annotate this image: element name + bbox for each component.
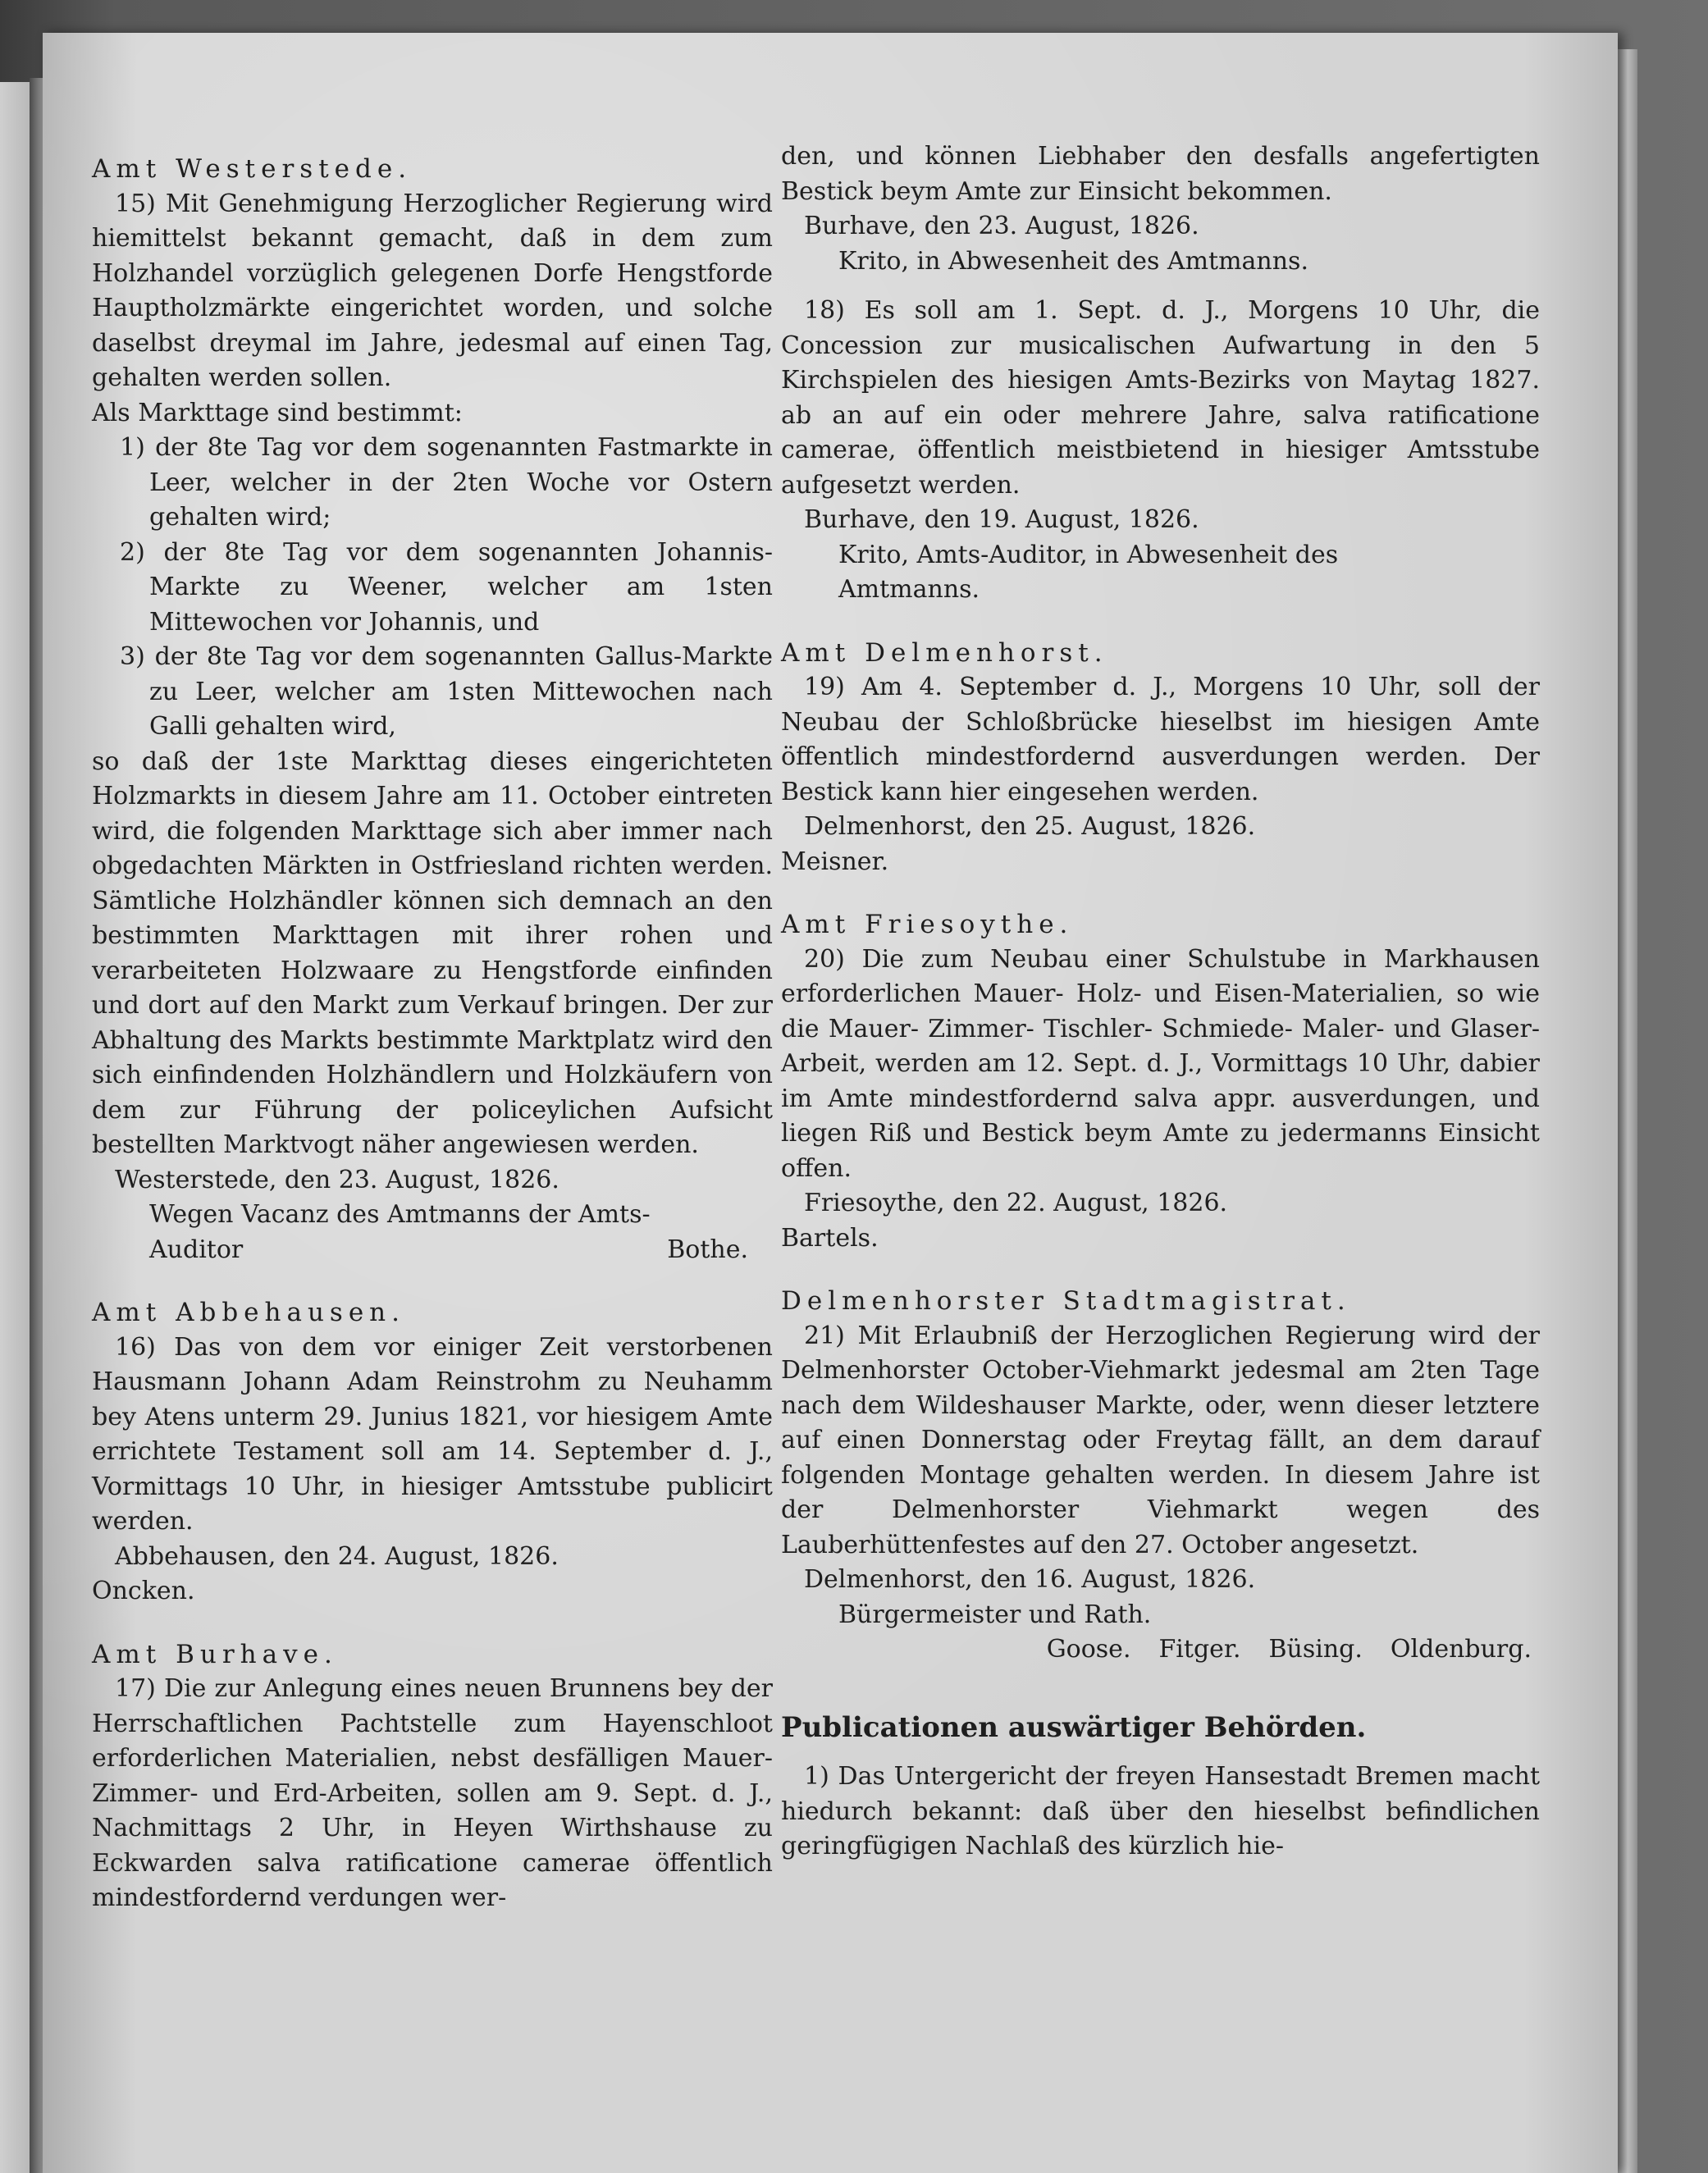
section-heading-stadtmagistrat: Delmenhorster Stadtmagistrat. <box>781 1286 1351 1316</box>
place-date-burhave-19: Burhave, den 19. August, 1826. <box>804 505 1199 534</box>
publication-1: 1) Das Untergericht der freyen Hansestadt Bremen macht hiedurch bekannt: daß über den hieselbst befindlichen geringfügigen Nachlaß des kürzlich hie- <box>781 1762 1540 1860</box>
notice-16: 16) Das von dem vor einiger Zeit verstorbenen Hausmann Johann Adam Reinstrohm zu Neuhamm bey Atens unterm 29. Junius 1821, vor hiesigem Amte errichtete Testament soll am 14. September d. J., Vormittags 10 Uhr, in hiesiger Amtsstube publicirt werden. <box>92 1332 773 1536</box>
signatories-row <box>781 1632 1540 1668</box>
notice-15-continuation: so daß der 1ste Markttag dieses eingerichteten Holzmarkts in diesem Jahre am 11. October eintreten wird, die folgenden Markttage sich aber immer nach obgedachten Märkten in Ostfriesland richten werden. Sämtliche Holzhändler können sich demnach an den bestimmten Markttagen mit ihrer rohen und verarbeiteten Holzwaare zu Hengstforde einfinden und dort auf den Markt zum Verkauf bringen. Der zur Abhaltung des Markts bestimmte Marktplatz wird den sich einfindenden Holzhändlern und Holzkäufern von dem zur Führung der policeylichen Aufsicht bestellten Marktvogt näher angewiesen werden. <box>92 746 773 1159</box>
signatory-goose: Goose. <box>1046 1635 1131 1664</box>
left-column <box>92 152 773 1916</box>
signature-row-westerstede <box>92 1233 773 1268</box>
signatory-fitger: Fitger. <box>1158 1635 1241 1664</box>
place-date-friesoythe: Friesoythe, den 22. August, 1826. <box>804 1189 1228 1217</box>
document-page <box>43 33 1618 2173</box>
spacer <box>781 279 1540 294</box>
signature-title-magistrat: Bürgermeister und Rath. <box>838 1600 1152 1629</box>
signature-krito-2-line1: Krito, Amts-Auditor, in Abwesenheit des <box>838 540 1339 569</box>
place-date-burhave-23: Burhave, den 23. August, 1826. <box>804 212 1199 240</box>
section-heading-westerstede: Amt Westerstede. <box>92 154 413 184</box>
signature-krito-1: Krito, in Abwesenheit des Amtmanns. <box>838 246 1308 276</box>
notice-18: 18) Es soll am 1. Sept. d. J., Morgens 10 Uhr, die Concession zur musicalischen Aufwartung in den 5 Kirchspielen des hiesigen Amts-Bezirks von Maytag 1827. ab an auf ein oder mehrere Jahre, salva ratificatione camerae, öffentlich meistbietend in hiesiger Amtsstube aufgesetzt werden. <box>781 296 1540 500</box>
spacer <box>781 879 1540 907</box>
adjacent-page-edge <box>0 82 30 2173</box>
section-heading-burhave: Amt Burhave. <box>92 1639 338 1669</box>
spacer <box>781 1668 1540 1696</box>
signatory-oldenburg: Oldenburg. <box>1390 1635 1532 1664</box>
spacer <box>92 1267 773 1295</box>
place-date-abbehausen: Abbehausen, den 24. August, 1826. <box>115 1541 559 1571</box>
signature-oncken: Oncken. <box>92 1577 195 1605</box>
market-days-intro: Als Markttage sind bestimmt: <box>92 398 463 427</box>
notice-21: 21) Mit Erlaubniß der Herzoglichen Regierung wird der Delmenhorster October-Viehmarkt jedesmal am 2ten Tage nach dem Wildeshauser Markte, oder, wenn dieser letztere auf einen Donnerstag oder Freytag fällt, an dem darauf folgenden Montage gehalten werden. In diesem Jahre ist der Delmenhorster Viehmarkt wegen des Lauberhüttenfestes auf den 27. October angesetzt. <box>781 1321 1540 1559</box>
page-stack-edge <box>1618 49 1637 2173</box>
place-date-delmenhorst-25: Delmenhorst, den 25. August, 1826. <box>804 812 1256 841</box>
market-day-item-2: 2) der 8te Tag vor dem sogenannten Johannis-Markte zu Weener, welcher am 1sten Mittewochen vor Johannis, und <box>120 537 773 637</box>
signature-bartels: Bartels. <box>781 1223 879 1253</box>
signature-meisner: Meisner. <box>781 847 889 876</box>
signature-role: Auditor <box>149 1235 244 1264</box>
notice-17-continuation: den, und können Liebhaber den desfalls angefertigten Bestick beym Amte zur Einsicht bekommen. <box>781 142 1540 206</box>
market-day-item-3: 3) der 8te Tag vor dem sogenannten Gallus-Markte zu Leer, welcher am 1sten Mittewochen nach Galli gehalten wird, <box>120 642 773 741</box>
spacer <box>781 608 1540 636</box>
spacer <box>92 1609 773 1637</box>
notice-19: 19) Am 4. September d. J., Morgens 10 Uhr, soll der Neubau der Schloßbrücke hieselbst im hiesigen Amte öffentlich mindestfordernd ausverdungen werden. Der Bestick kann hier eingesehen werden. <box>781 673 1540 806</box>
notice-20: 20) Die zum Neubau einer Schulstube in Markhausen erforderlichen Mauer- Holz- und Eisen-Materialien, so wie die Mauer- Zimmer- Tischler- Schmiede- Maler- und Glaser-Arbeit, werden am 12. Sept. d. J., Vormittags 10 Uhr, dabier im Amte mindestfordernd salva appr. ausverdungen, und liegen Riß und Bestick beym Amte zu jedermanns Einsicht offen. <box>781 944 1540 1183</box>
signatory-buesing: Büsing. <box>1268 1635 1363 1664</box>
right-column <box>781 139 1540 1865</box>
section-heading-delmenhorst: Amt Delmenhorst. <box>781 637 1108 668</box>
signature-name-bothe: Bothe. <box>667 1235 748 1264</box>
signature-line-westerstede: Wegen Vacanz des Amtmanns der Amts- <box>149 1200 651 1229</box>
market-day-item-1: 1) der 8te Tag vor dem sogenannten Fastmarkte in Leer, welcher in der 2ten Woche vor Ostern gehalten wird; <box>120 433 773 532</box>
section-heading-friesoythe: Amt Friesoythe. <box>781 910 1074 939</box>
spacer <box>781 1745 1540 1760</box>
spacer <box>781 1256 1540 1284</box>
place-date-westerstede: Westerstede, den 23. August, 1826. <box>115 1165 559 1194</box>
spacer <box>781 1696 1540 1710</box>
notice-17: 17) Die zur Anlegung eines neuen Brunnens bey der Herrschaftlichen Pachtstelle zum Hayenschloot erforderlichen Materialien, nebst desfälligen Mauer- Zimmer- und Erd-Arbeiten, sollen am 9. Sept. d. J., Nachmittags 2 Uhr, in Heyen Wirthshause zu Eckwarden salva ratificatione camerae öffentlich mindestfordernd verdungen wer- <box>92 1674 773 1912</box>
section-heading-abbehausen: Amt Abbehausen. <box>92 1298 406 1327</box>
signature-krito-2-line2: Amtmanns. <box>838 575 980 604</box>
notice-15: 15) Mit Genehmigung Herzoglicher Regierung wird hiemittelst bekannt gemacht, daß in dem zum Holzhandel vorzüglich gelegenen Dorfe Hengstforde Hauptholzmärkte eingerichtet worden, und solche daselbst dreymal im Jahre, jedesmal auf einen Tag, gehalten werden sollen. <box>92 189 773 392</box>
publications-title: Publicationen auswärtiger Behörden. <box>781 1710 1367 1744</box>
place-date-delmenhorst-16: Delmenhorst, den 16. August, 1826. <box>804 1565 1256 1594</box>
